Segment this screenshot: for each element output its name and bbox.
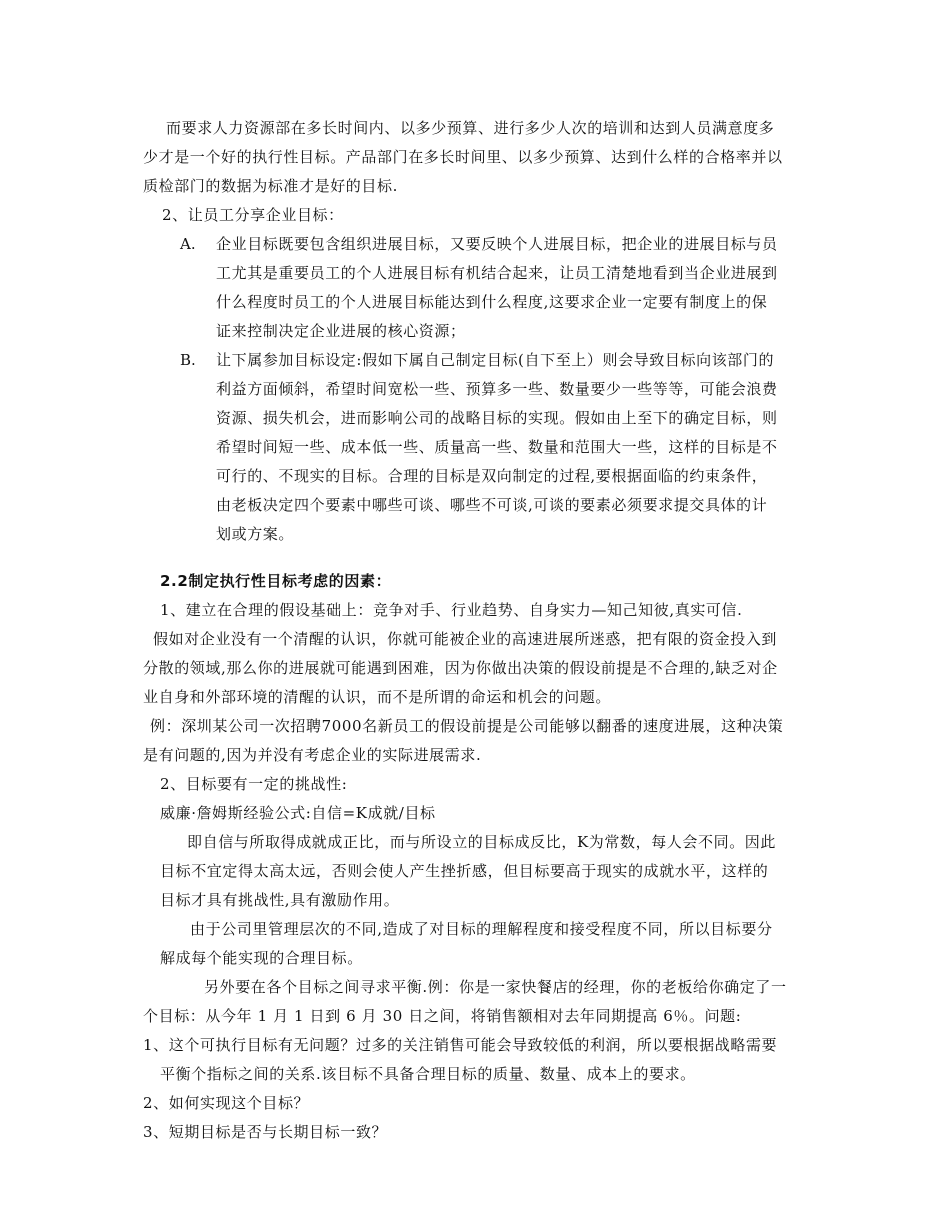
example-line: 是有问题的,因为并没有考虑企业的实际进展需求. [143,746,482,764]
list-marker-a: A. [180,235,196,253]
point-1: 1、建立在合理的假设基础上：竞争对手、行业趋势、自身实力—知己知彼,真实可信. [160,601,743,619]
item-b-line: 利益方面倾斜，希望时间宽松一些、预算多一些、数量要少一些等等，可能会浪费 [216,380,778,398]
question-3: 3、短期目标是否与长期目标一致？ [143,1123,388,1141]
item-a-line: 企业目标既要包含组织进展目标，又要反映个人进展目标，把企业的进展目标与员 [216,235,778,253]
para1-line: 业自身和外部环境的清醒的认识，而不是所谓的命运和机会的问题。 [143,688,612,706]
para4-line: 个目标：从今年 1 月 1 日到 6 月 30 日之间，将销售额相对去年同期提高 6％。问题: [143,1007,742,1025]
intro-line: 质检部门的数据为标准才是好的目标. [143,177,398,195]
intro-line: 少才是一个好的执行性目标。产品部门在多长时间里、以多少预算、达到什么样的合格率并以 [143,148,783,166]
para4-line: 另外要在各个目标之间寻求平衡.例：你是一家快餐店的经理，你的老板给你确定了一 [204,978,787,996]
para2-line: 即自信与所取得成就成正比，而与所设立的目标成反比，K为常数，每人会不同。因此 [187,833,777,851]
item-b-line: 资源、损失机会，进而影响公司的战略目标的实现。假如由上至下的确定目标，则 [216,409,778,427]
intro-line: 而要求人力资源部在多长时间内、以多少预算、进行多少人次的培训和达到人员满意度多 [166,119,775,137]
share-goals-heading: 2、让员工分享企业目标： [162,206,344,224]
para1-line: 假如对企业没有一个清醒的认识，你就可能被企业的高速进展所迷惑，把有限的资金投入到 [153,630,778,648]
question-1-line: 平衡个指标之间的关系.该目标不具备合理目标的质量、数量、成本上的要求。 [160,1065,696,1083]
formula: 威廉·詹姆斯经验公式:自信=K成就/目标 [160,804,436,822]
question-2: 2、如何实现这个目标？ [143,1094,310,1112]
item-b-line: 让下属参加目标设定:假如下属自己制定目标(自下至上）则会导致目标向该部门的 [216,351,775,369]
para3-line: 解成每个能实现的合理目标。 [160,949,363,967]
item-b-line: 由老板决定四个要素中哪些可谈、哪些不可谈,可谈的要素必须要求提交具体的计 [216,496,768,514]
example-line: 例：深圳某公司一次招聘7000名新员工的假设前提是公司能够以翻番的速度进展，这种决策 [150,717,784,735]
point-2: 2、目标要有一定的挑战性: [160,775,348,793]
item-b-line: 划或方案。 [216,525,295,543]
para1-line: 分散的领域,那么你的进展就可能遇到困难，因为你做出决策的假设前提是不合理的,缺乏对企 [143,659,778,677]
question-1-line: 1、这个可执行目标有无问题？过多的关注销售可能会导致较低的利润，所以要根据战略需要 [143,1036,778,1054]
para3-line: 由于公司里管理层次的不同,造成了对目标的理解程度和接受程度不同，所以目标要分 [190,920,773,938]
item-a-line: 证来控制决定企业进展的核心资源； [216,322,466,340]
section-title: 2.2制定执行性目标考虑的因素： [160,572,392,590]
list-marker-b: B. [180,351,196,369]
item-b-line: 可行的、不现实的目标。合理的目标是双向制定的过程,要根据面临的约束条件， [216,467,768,485]
para2-line: 目标才具有挑战性,具有激励作用。 [160,891,400,909]
item-b-line: 希望时间短一些、成本低一些、质量高一些、数量和范围大一些，这样的目标是不 [216,438,778,456]
item-a-line: 工尤其是重要员工的个人进展目标有机结合起来，让员工清楚地看到当企业进展到 [216,264,778,282]
item-a-line: 什么程度时员工的个人进展目标能达到什么程度,这要求企业一定要有制度上的保 [216,293,768,311]
para2-line: 目标不宜定得太高太远，否则会使人产生挫折感，但目标要高于现实的成就水平，这样的 [160,862,769,880]
